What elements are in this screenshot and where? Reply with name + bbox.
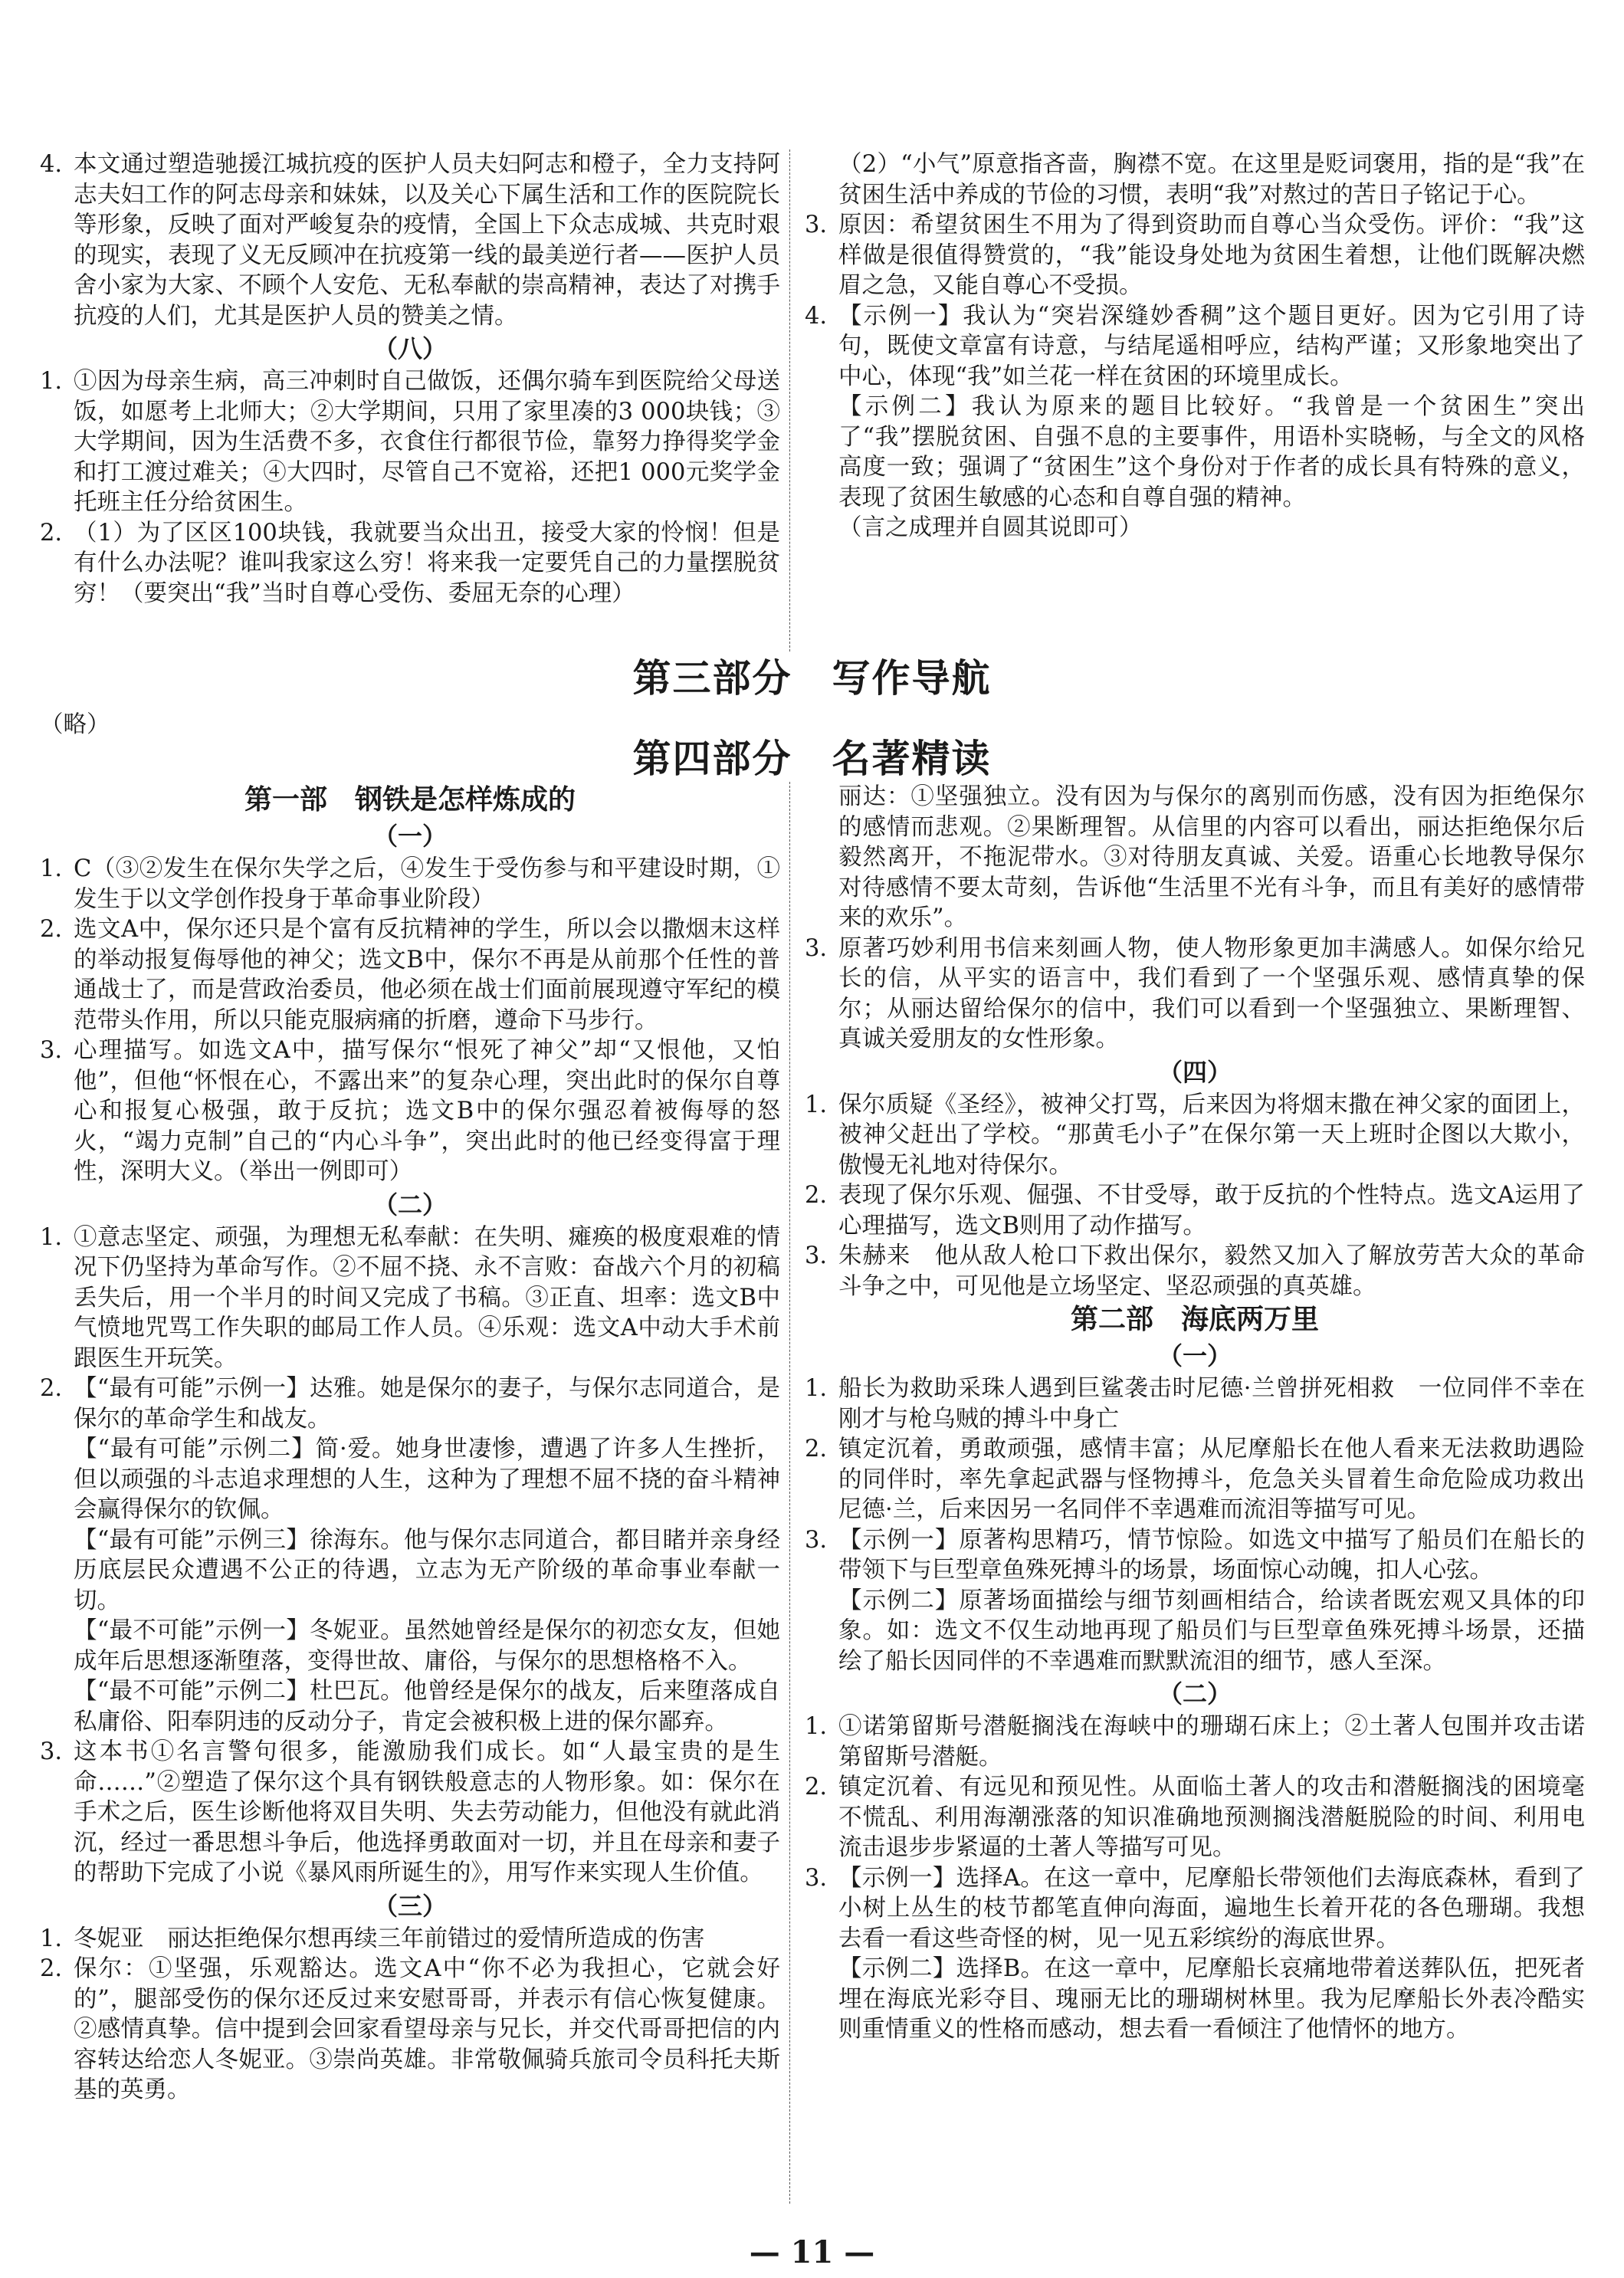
item-number: 4. — [40, 151, 63, 178]
item-number: 3. — [40, 1037, 63, 1064]
answer-item — [805, 1863, 1585, 1955]
item-text: 选文A中，保尔还只是个富有反抗精神的学生，所以会以撒烟末这样的举动报复侮辱他的神父；选文B中，保尔不再是从前那个任性的普通战士了，而是营政治委员，他必须在战士们面前展现遵守军纪的模范带头作用，所以只能克服病痛的折磨，遵命下马步行。 — [74, 916, 780, 1034]
item-text: 保尔：①坚强，乐观豁达。选文A中“你不必为我担心，它就会好的”，腿部受伤的保尔还反过来安慰哥哥，并表示有信心恢复健康。②感情真挚。信中提到会回家看望母亲与兄长，并交代哥哥把信的内容转达给恋人冬妮亚。③崇尚英雄。非常敬佩骑兵旅司令员科托夫斯基的英勇。 — [74, 1955, 780, 2103]
answer-item — [40, 1036, 780, 1187]
top-right-column — [805, 149, 1585, 543]
item-number: 1. — [805, 1713, 828, 1740]
answer-item — [40, 366, 780, 518]
answer-item — [805, 1434, 1585, 1525]
item-text: 【示例一】原著构思精巧，情节惊险。如选文中描写了船员们在船长的带领下与巨型章鱼殊死搏斗的场景，场面惊心动魄，扣人心弦。 — [838, 1526, 1585, 1584]
item-number: 1. — [40, 368, 63, 395]
item-number: 1. — [40, 855, 63, 882]
answer-paragraph: 【“最有可能”示例二】简·爱。她身世凄惨，遭遇了许多人生挫折，但以顽强的斗志追求理想的人生，这种为了理想不屈不挠的奋斗精神会赢得保尔的钦佩。 — [74, 1436, 780, 1523]
answer-item — [40, 854, 780, 914]
book-title: 第一部 钢铁是怎样炼成的 — [244, 784, 576, 816]
omitted-note: （略） — [40, 711, 110, 738]
subsection-title: （二） — [1157, 1679, 1232, 1708]
answer-item — [40, 914, 780, 1036]
answer-item — [805, 1772, 1585, 1863]
answer-item — [40, 1954, 780, 2106]
answer-item — [40, 149, 780, 331]
item-number: 1. — [40, 1223, 63, 1251]
item-number: 3. — [805, 212, 828, 238]
answer-item — [805, 1374, 1585, 1434]
item-text: 这本书①名言警句很多，能激励我们成长。如“人最宝贵的是生命……”②塑造了保尔这个具有钢铁般意志的人物形象。如：保尔在手术之后，医生诊断他将双目失明、失去劳动能力，但他没有就此消沉，经过一番思想斗争后，他选择勇敢面对一切，并且在母亲和妻子的帮助下完成了小说《暴风雨所诞生的》，用写作来实现人生价值。 — [74, 1738, 780, 1886]
bottom-left-column — [40, 782, 780, 2106]
answer-paragraph: 【示例二】原著场面描绘与细节刻画相结合，给读者既宏观又具体的印象。如：选文不仅生动地再现了船员们与巨型章鱼殊死搏斗场景，还描绘了船长因同伴的不幸遇难而默默流泪的细节，感人至深。 — [838, 1587, 1585, 1675]
item-number: 3. — [805, 1526, 828, 1554]
bottom-right-column — [805, 782, 1585, 2045]
answer-item — [805, 210, 1585, 301]
item-number: 2. — [40, 519, 63, 547]
answer-item — [40, 1737, 780, 1889]
item-number: 2. — [805, 1774, 828, 1800]
item-text: 【示例一】我认为“突岩深缝妙香稠”这个题目更好。因为它引用了诗句，既使文章富有诗意，与结尾遥相呼应，结构严谨；又形象地突出了中心，体现“我”如兰花一样在贫困的环境里成长。 — [838, 302, 1585, 390]
item-number: 3. — [805, 934, 828, 962]
item-text: 原著巧妙利用书信来刻画人物，使人物形象更加丰满感人。如保尔给兄长的信，从平实的语言中，我们看到了一个坚强乐观、感情真挚的保尔；从丽达留给保尔的信中，我们可以看到一个坚强独立、果断理智、真诚关爱朋友的女性形象。 — [838, 934, 1585, 1052]
answer-paragraph: 【“最不可能”示例二】杜巴瓦。他曾经是保尔的战友，后来堕落成自私庸俗、阳奉阴违的反动分子，肯定会被积极上进的保尔鄙弃。 — [74, 1678, 780, 1735]
item-text: ①因为母亲生病，高三冲刺时自己做饭，还偶尔骑车到医院给父母送饭，如愿考上北师大；②大学期间，只用了家里凑的3 000块钱；③大学期间，因为生活费不多，衣食住行都很节俭，靠努力挣得奖学金和打工渡过难关；④大四时，尽管自己不宽裕，还把1 000元奖学金托班主任分给贫困生。 — [74, 368, 780, 516]
item-text: 冬妮亚 丽达拒绝保尔想再续三年前错过的爱情所造成的伤害 — [74, 1925, 705, 1952]
item-text: 【“最有可能”示例一】达雅。她是保尔的妻子，与保尔志同道合，是保尔的革命学生和战友。 — [74, 1375, 780, 1433]
item-text: 保尔质疑《圣经》，被神父打骂，后来因为将烟末撒在神父家的面团上，被神父赶出了学校。“那黄毛小子”在保尔第一天上班时企图以大欺小，傲慢无礼地对待保尔。 — [838, 1091, 1585, 1179]
item-number: 4. — [805, 302, 828, 330]
answer-paragraph: 丽达：①坚强独立。没有因为与保尔的离别而伤感，没有因为拒绝保尔的感情而悲观。②果断理智。从信里的内容可以看出，丽达拒绝保尔后毅然离开，不拖泥带水。③对待朋友真诚、关爱。语重心长地教导保尔对待感情不要太苛刻，告诉他“生活里不光有斗争，而且有美好的感情带来的欢乐”。 — [838, 783, 1585, 931]
item-number: 3. — [805, 1864, 828, 1892]
section-4-title: 第四部分 名著精读 — [632, 737, 992, 781]
item-text: C（③②发生在保尔失学之后，④发生于受伤参与和平建设时期，①发生于以文学创作投身于革命事业阶段） — [74, 855, 780, 913]
item-number: 2. — [40, 916, 63, 943]
subsection-title: （二） — [372, 1190, 447, 1219]
item-number: 3. — [40, 1738, 63, 1765]
column-divider — [789, 149, 790, 652]
item-text: ①诺第留斯号潜艇搁浅在海峡中的珊瑚石床上；②土著人包围并攻击诺第留斯号潜艇。 — [838, 1713, 1585, 1771]
answer-item — [805, 1090, 1585, 1181]
answer-paragraph: 【示例二】我认为原来的题目比较好。“我曾是一个贫困生”突出了“我”摆脱贫困、自强不息的主要事件，用语朴实晓畅，与全文的风格高度一致；强调了“贫困生”这个身份对于作者的成长具有特殊的意义，表现了贫困生敏感的心态和自尊自强的精神。 — [838, 393, 1585, 511]
answer-item — [805, 1241, 1585, 1301]
answer-item — [805, 1180, 1585, 1241]
answer-item — [40, 1924, 780, 1955]
item-text: 朱赫来 他从敌人枪口下救出保尔，毅然又加入了解放劳苦大众的革命斗争之中，可见他是立场坚定、坚忍顽强的真英雄。 — [838, 1242, 1585, 1300]
item-text: 镇定沉着、有远见和预见性。从面临土著人的攻击和潜艇搁浅的困境毫不慌乱、利用海潮涨落的知识准确地预测搁浅潜艇脱险的时间、利用电流击退步步紧逼的土著人等描写可见。 — [838, 1774, 1585, 1861]
item-text: （1）为了区区100块钱，我就要当众出丑，接受大家的怜悯！但是有什么办法呢？谁叫我家这么穷！将来我一定要凭自己的力量摆脱贫穷！（要突出“我”当时自尊心受伤、委屈无奈的心理） — [74, 519, 780, 607]
answer-item — [40, 518, 780, 609]
column-divider — [789, 782, 790, 2204]
item-text: 心理描写。如选文A中，描写保尔“恨死了神父”却“又恨他，又怕他”，但他“怀恨在心，不露出来”的复杂心理，突出此时的保尔自尊心和报复心极强，敢于反抗；选文B中的保尔强忍着被侮辱的怒火，“竭力克制”自己的“内心斗争”，突出此时的他已经变得富于理性，深明大义。（举出一例即可） — [74, 1037, 780, 1185]
section-3-title: 第三部分 写作导航 — [632, 656, 992, 701]
answer-paragraph: 【“最有可能”示例三】徐海东。他与保尔志同道合，都目睹并亲身经历底层民众遭遇不公正的待遇，立志为无产阶级的革命事业奉献一切。 — [74, 1526, 780, 1614]
answer-item — [805, 301, 1585, 392]
answer-item — [805, 934, 1585, 1055]
item-number: 1. — [805, 1375, 828, 1402]
page-number: — 11 — — [749, 2234, 875, 2270]
subsection-title: （一） — [1157, 1341, 1232, 1370]
item-text: 【示例一】选择A。在这一章中，尼摩船长带领他们去海底森林，看到了小树上丛生的枝节都笔直伸向海面，遍地生长着开花的各色珊瑚。我想去看一看这些奇怪的树，见一见五彩缤纷的海底世界。 — [838, 1864, 1585, 1952]
item-number: 2. — [40, 1955, 63, 1982]
answer-paragraph: （言之成理并自圆其说即可） — [838, 514, 1143, 541]
subsection-title: （四） — [1157, 1057, 1232, 1087]
top-left-column — [40, 149, 780, 609]
answer-item — [40, 1374, 780, 1434]
item-number: 1. — [805, 1091, 828, 1118]
subsection-title: （八） — [372, 334, 447, 363]
answer-item — [40, 1223, 780, 1374]
item-text: 表现了保尔乐观、倔强、不甘受辱，敢于反抗的个性特点。选文A运用了心理描写，选文B则用了动作描写。 — [838, 1182, 1585, 1239]
answer-paragraph: 【“最不可能”示例一】冬妮亚。虽然她曾经是保尔的初恋女友，但她成年后思想逐渐堕落，变得世故、庸俗，与保尔的思想格格不入。 — [74, 1617, 780, 1675]
answer-item — [805, 1712, 1585, 1772]
item-number: 3. — [805, 1242, 828, 1269]
book-title: 第二部 海底两万里 — [1070, 1304, 1319, 1335]
item-number: 2. — [805, 1182, 828, 1209]
subsection-title: （一） — [372, 822, 447, 851]
item-number: 2. — [40, 1375, 63, 1402]
item-text: 船长为救助采珠人遇到巨鲨袭击时尼德·兰曾拼死相救 一位同伴不幸在刚才与枪乌贼的搏斗中身亡 — [838, 1375, 1585, 1433]
item-text: 镇定沉着，勇敢顽强，感情丰富；从尼摩船长在他人看来无法救助遇险的同伴时，率先拿起武器与怪物搏斗，危急关头冒着生命危险成功救出尼德·兰，后来因另一名同伴不幸遇难而流泪等描写可见。 — [838, 1436, 1585, 1523]
item-number: 1. — [40, 1925, 63, 1952]
item-text: ①意志坚定、顽强，为理想无私奉献：在失明、瘫痪的极度艰难的情况下仍坚持为革命写作。②不屈不挠、永不言败：奋战六个月的初稿丢失后，用一个半月的时间又完成了书稿。③正直、坦率：选文B中气愤地咒骂工作失职的邮局工作人员。④乐观：选文A中动大手术前跟医生开玩笑。 — [74, 1223, 780, 1372]
item-number: 2. — [805, 1436, 828, 1462]
answer-item — [805, 1525, 1585, 1586]
item-text: 本文通过塑造驰援江城抗疫的医护人员夫妇阿志和橙子，全力支持阿志夫妇工作的阿志母亲和妹妹，以及关心下属生活和工作的医院院长等形象，反映了面对严峻复杂的疫情，全国上下众志成城、共克时艰的现实，表现了义无反顾冲在抗疫第一线的最美逆行者——医护人员舍小家为大家、不顾个人安危、无私奉献的崇高精神，表达了对携手抗疫的人们，尤其是医护人员的赞美之情。 — [74, 151, 780, 330]
answer-paragraph: 【示例二】选择B。在这一章中，尼摩船长哀痛地带着送葬队伍，把死者埋在海底光彩夺目、瑰丽无比的珊瑚树林里。我为尼摩船长外表冷酷实则重情重义的性格而感动，想去看一看倾注了他情怀的地方。 — [838, 1955, 1585, 2043]
answer-paragraph: （2）“小气”原意指吝啬，胸襟不宽。在这里是贬词褒用，指的是“我”在贫困生活中养成的节俭的习惯，表明“我”对熬过的苦日子铭记于心。 — [838, 151, 1585, 208]
subsection-title: （三） — [372, 1891, 447, 1921]
item-text: 原因：希望贫困生不用为了得到资助而自尊心当众受伤。评价：“我”这样做是很值得赞赏的，“我”能设身处地为贫困生着想，让他们既解决燃眉之急，又能自尊心不受损。 — [838, 212, 1585, 299]
